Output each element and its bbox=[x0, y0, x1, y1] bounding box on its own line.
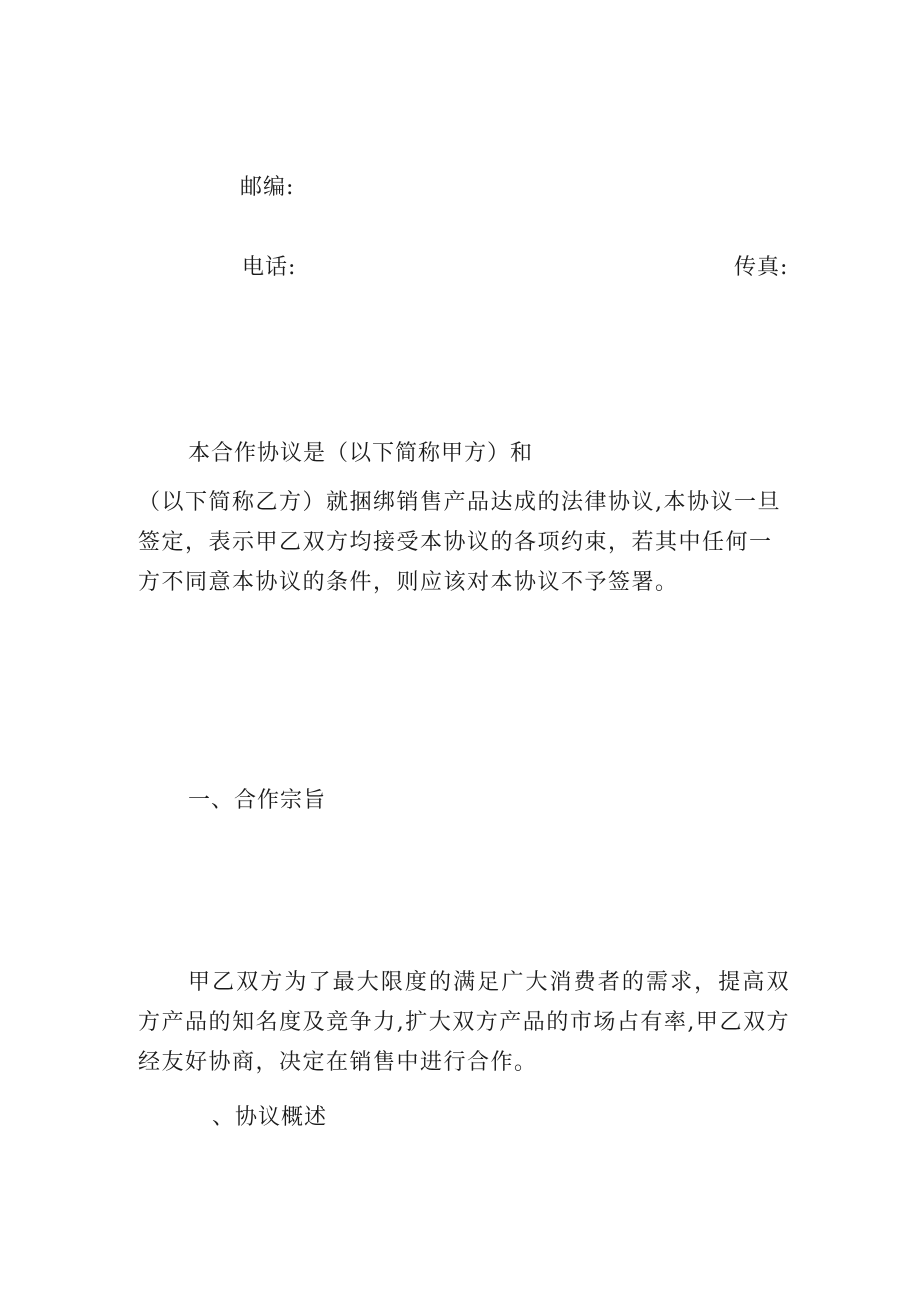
section-heading-cooperation-purpose: 一、合作宗旨 bbox=[188, 788, 327, 813]
section-heading-agreement-overview: 、协议概述 bbox=[212, 1105, 328, 1130]
intro-first-line: 本合作协议是（以下简称甲方）和 bbox=[188, 441, 534, 466]
postcode-label: 邮编: bbox=[240, 175, 295, 200]
intro-paragraph: （以下简称乙方）就捆绑销售产品达成的法律协议,本协议一旦签定，表示甲乙双方均接受本协议的各项约束，若其中任何一方不同意本协议的条件，则应该对本协议不予签署。 bbox=[138, 490, 781, 595]
phone-label: 电话: bbox=[242, 255, 297, 280]
fax-label: 传真: bbox=[734, 255, 789, 280]
cooperation-purpose-paragraph: 甲乙双方为了最大限度的满足广大消费者的需求，提高双方产品的知名度及竞争力,扩大双方产品的市场占有率,甲乙双方经友好协商，决定在销售中进行合作。 bbox=[138, 970, 790, 1075]
